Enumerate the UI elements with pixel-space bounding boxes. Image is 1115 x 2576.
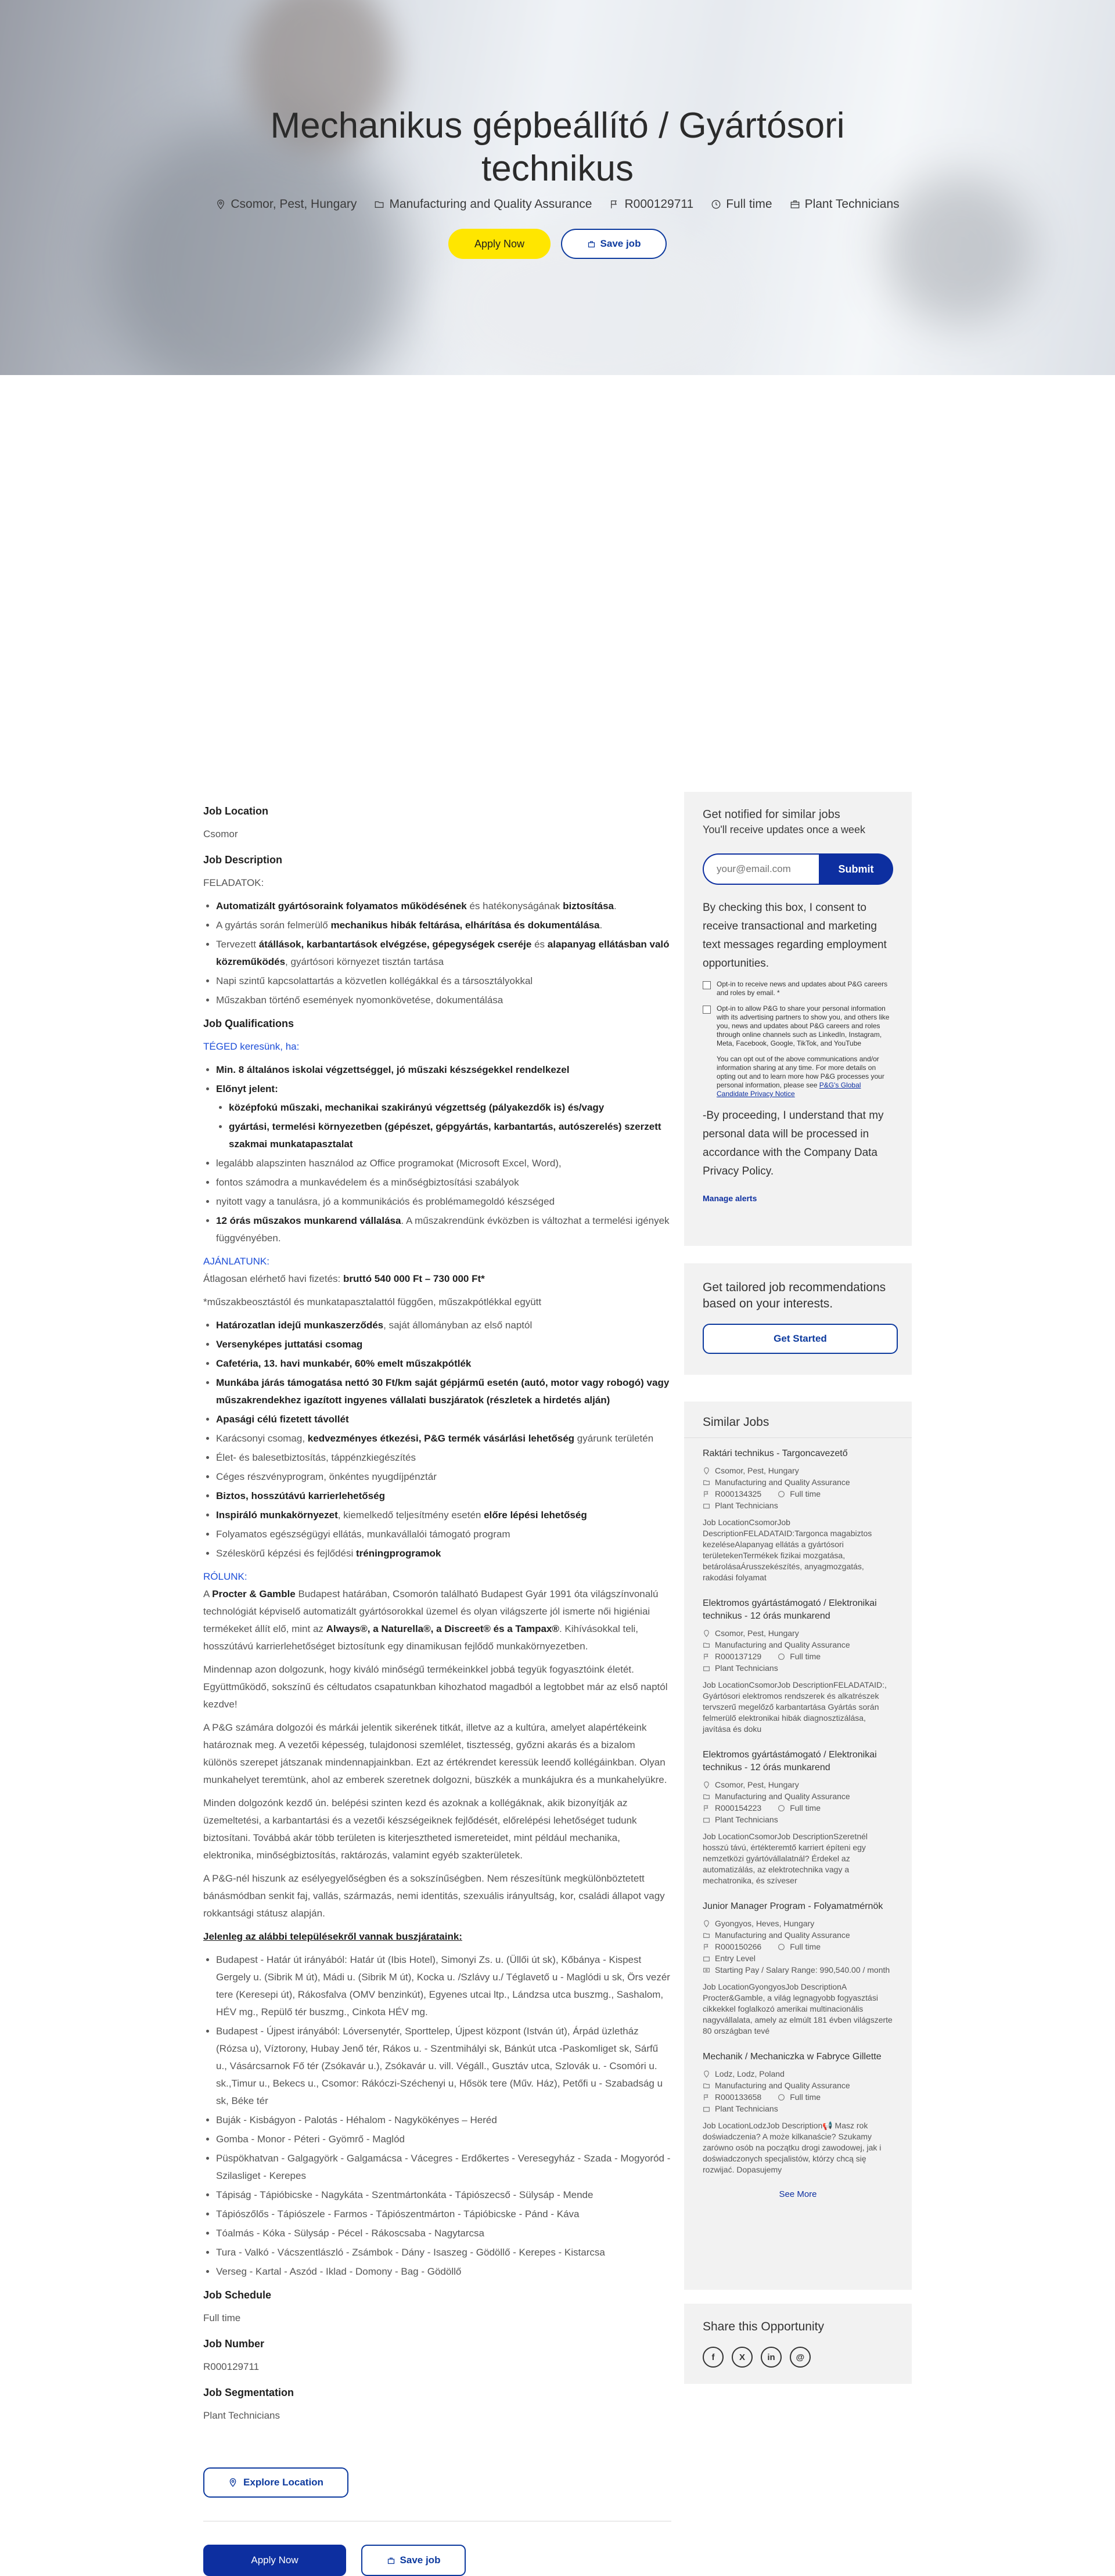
facebook-icon[interactable]: f (703, 2347, 724, 2368)
benefits-list (216, 1317, 671, 1562)
clock-icon (778, 2094, 785, 2101)
privacy-notice-link[interactable]: P&G's Global Candidate Privacy Notice (717, 1081, 861, 1098)
folder-icon (374, 199, 384, 210)
list-item: • Napi szintű kapcsolattartás a közvetlen kollégákkal és a társosztályokkal (216, 972, 671, 990)
location-pin-icon (703, 1920, 710, 1928)
job-description-heading: Job Description (203, 854, 283, 866)
alert-title: Get notified for similar jobs (703, 808, 840, 821)
qualifications-list (216, 1061, 671, 1247)
meta-id (609, 197, 693, 211)
tasks-heading: FELADATOK: (203, 877, 264, 888)
list-item: • Automatizált gyártósoraink folyamatos működésének és hatékonyságának biztosítása. (216, 898, 671, 915)
about-paragraph: Mindennap azon dolgozunk, hogy kiváló minőségű termékeinkkel jobbá tegyük fogyasztóink életét. Együttműködő, sokszínű és céltudatos csapatunkban kihozhatod magadból a legtobbet már az első naptól kezdve! (203, 1664, 668, 1710)
list-item: • Tápiószőlős - Tápiószele - Farmos - Tápiószentmárton - Tápióbicske - Pánd - Káva (216, 2206, 671, 2223)
folder-icon (703, 2082, 710, 2089)
location-pin-icon (215, 199, 226, 210)
tasks-list (216, 898, 671, 1009)
similar-job-location: Csomor, Pest, Hungary (703, 1779, 893, 1790)
list-item: • Buják - Kisbágyon - Palotás - Héhalom - Nagykökényes – Heréd (216, 2112, 671, 2129)
job-meta (0, 197, 1115, 211)
list-item: • Előnyt jelent: • középfokú műszaki, mechanikai szakirányú végzettség (pályakezdők is) és/vagy • gyártási, termelési környezetben (gépészet, gépgyártás, karbantartás, autószerelés) szerzett szakmai munkatapasztalat (216, 1080, 671, 1153)
similar-job-id: R000134325 Full time (703, 1488, 893, 1500)
similar-job-title[interactable]: Elektromos gyártástámogató / Elektronikai technikus - 12 órás munkarend (703, 1750, 877, 1772)
flag-icon (703, 1804, 710, 1812)
share-optin-checkbox[interactable] (703, 1006, 711, 1014)
privacy-proceed-text: -By proceeding, I understand that my personal data will be processed in accordance with the Company Data Privacy Policy. (703, 1109, 884, 1177)
similar-job-description: Job LocationGyongyosJob DescriptionA Procter&Gamble, a világ legnagyobb fogyasztási cikkekkel foglalkozó amerikai multinacionális nagyvállalata, amely az elmúlt 181 évben világszerte 80 országban tevé (703, 1982, 893, 2035)
list-item: • Inspiráló munkakörnyezet, kiemelkedő teljesítmény esetén előre lépési lehetőség (216, 1507, 671, 1524)
share-card (684, 2304, 912, 2384)
similar-job-id: R000133658 Full time (703, 2091, 893, 2103)
location-pin-icon (703, 1781, 710, 1789)
alert-subscribe-form (703, 853, 893, 885)
location-pin-icon (228, 2478, 238, 2487)
optout-text: You can opt out of the above communications and/or information sharing at any time. For more details on opting out and to learn more how P&G processes your personal information, please see P&G's Global Candidate Privacy Notice (717, 1055, 884, 1098)
briefcase-icon (703, 1665, 710, 1672)
similar-job[interactable] (684, 2041, 912, 2180)
get-started-button[interactable]: Get Started (703, 1324, 898, 1354)
similar-job[interactable] (684, 1588, 912, 1739)
folder-icon (703, 1793, 710, 1800)
clock-icon (778, 1653, 785, 1660)
list-item: • Apasági célú fizetett távollét (216, 1411, 671, 1428)
folder-icon (703, 1641, 710, 1649)
list-item: • Cafetéria, 13. havi munkabér, 60% emelt műszakpótlék (216, 1355, 671, 1372)
similar-job-segment: Plant Technicians (703, 1814, 893, 1825)
similar-job-category: Manufacturing and Quality Assurance (703, 1639, 893, 1651)
similar-job-title[interactable]: Junior Manager Program - Folyamatmérnök (703, 1901, 883, 1911)
email-icon[interactable]: @ (790, 2347, 811, 2368)
meta-id-text: R000129711 (624, 197, 694, 211)
similar-job[interactable] (684, 1739, 912, 1891)
job-number-value: R000129711 (203, 2361, 260, 2372)
job-alert-card (684, 792, 912, 1246)
similar-job[interactable] (684, 1438, 912, 1588)
briefcase-icon (703, 2105, 710, 2113)
hero-content (0, 105, 1115, 259)
similar-job-location: Csomor, Pest, Hungary (703, 1465, 893, 1476)
list-item: • Min. 8 általános iskolai végzettséggel, jó műszaki készségekkel rendelkezel (216, 1061, 671, 1079)
meta-category (374, 197, 592, 211)
clock-icon (778, 1490, 785, 1498)
explore-location-label: Explore Location (243, 2477, 323, 2488)
meta-location (215, 197, 357, 211)
similar-job-title[interactable]: Elektromos gyártástámogató / Elektronikai technikus - 12 órás munkarend (703, 1598, 877, 1621)
similar-job-segment: Plant Technicians (703, 1662, 893, 1674)
list-item: • nyitott vagy a tanulásra, jó a kommunikációs és problémamegoldó készséged (216, 1193, 671, 1210)
similar-job-id: R000137129 Full time (703, 1651, 893, 1662)
hero-banner (0, 0, 1115, 375)
similar-job-description: Job LocationLodzJob Description📢 Masz rok doświadczenia? A może kilkanaście? Szukamy zarówno osób na początku drogi zawodowej, jak i doświadczonych specjalistów, którzy chcą się rozwijać. Dopasujemy (703, 2121, 882, 2174)
explore-location-button[interactable] (203, 2467, 348, 2498)
flag-icon (703, 1490, 710, 1498)
briefcase-icon (790, 199, 800, 210)
meta-location-text: Csomor, Pest, Hungary (231, 197, 357, 211)
email-input[interactable] (703, 853, 819, 885)
list-item: • Munkába járás támogatása nettó 30 Ft/km saját gépjármű esetén (autó, motor vagy robogó) vagy műszakrendekhez igazított ingyenes vállalati buszjáratok (részletek a hirdetés alján) (216, 1374, 671, 1409)
submit-button[interactable]: Submit (819, 853, 893, 885)
briefcase-icon (703, 1816, 710, 1824)
folder-icon (703, 1932, 710, 1939)
job-number-heading: Job Number (203, 2338, 265, 2350)
similar-job-level: Entry Level (703, 1952, 893, 1964)
list-item: • 12 órás műszakos munkarend vállalása. A műszakrendünk évközben is változhat a termelési igények függvényében. (216, 1212, 671, 1247)
job-schedule-value: Full time (203, 2312, 241, 2323)
bag-icon (587, 240, 596, 248)
job-segmentation-heading: Job Segmentation (203, 2387, 294, 2398)
similar-job-segment: Plant Technicians (703, 1500, 893, 1511)
save-job-label: Save job (600, 238, 641, 249)
email-optin-label: Opt-in to receive news and updates about P&G careers and roles by email. * (717, 980, 888, 997)
job-schedule-heading: Job Schedule (203, 2289, 272, 2301)
flag-icon (703, 2094, 710, 2101)
similar-job-location: Lodz, Lodz, Poland (703, 2068, 893, 2080)
linkedin-icon[interactable]: in (761, 2347, 782, 2368)
job-location-value: Csomor (203, 828, 238, 840)
email-optin (703, 980, 893, 997)
hero-actions (0, 229, 1115, 259)
advantage-list (229, 1099, 671, 1153)
flag-icon (609, 199, 620, 210)
location-pin-icon (703, 1467, 710, 1475)
meta-segment (790, 197, 900, 211)
list-item: • Verseg - Kartal - Aszód - Iklad - Domony - Bag - Gödöllő (216, 2263, 671, 2280)
about-paragraph: A Procter & Gamble Budapest határában, Csomorón található Budapest Gyár 1991 óta világszínvonalú technológiát képviselő automatizált gyártósorokkal üzemel és olyan világszerte jól ismerte női higiéniai termékeket állít elő, mint az Always®, a Naturella®, a Discreet® és a Tampax®. Kihívásokkal teli, hosszútávú karrierlehetőséget biztosítunk egy dinamikusan fejlődő munkakörnyezetben. (203, 1588, 659, 1652)
bus-routes-list (216, 1951, 671, 2280)
flag-icon (703, 1653, 710, 1660)
salary-note: *műszakbeosztástól és munkatapasztalattól függően, műszakpótlékkal együtt (203, 1296, 542, 1307)
list-item: • Tura - Valkó - Vácszentlászló - Zsámbok - Dány - Isaszeg - Gödöllő - Kerepes - Kistarcsa (216, 2244, 671, 2261)
similar-job-location: Csomor, Pest, Hungary (703, 1627, 893, 1639)
list-item: • Folyamatos egészségügyi ellátás, munkavállalói támogató program (216, 1526, 671, 1543)
list-item: • Tóalmás - Kóka - Sülysáp - Pécel - Rákoscsaba - Nagytarcsa (216, 2225, 671, 2242)
similar-jobs-title: Similar Jobs (684, 1415, 912, 1438)
about-paragraph: A P&G számára dolgozói és márkái jelentik sikerének titkát, illetve az a kultúra, amelyet alapértékeink határoznak meg. A vezetői képesség, tulajdonosi szemlélet, tisztesség, győzni akarás és a bizalom különös szerepet játszanak mindennapjainkban. Ezt az értékrendet keressük leendő kollégáinkban. Olyan munkahelyet teremtünk, ahol az emberek szeretnek dolgozni, büszkék a munkájukra és a munkahelyükre. (203, 1722, 667, 1785)
salary-line: Átlagosan elérhető havi fizetés: bruttó 540 000 Ft – 730 000 Ft* (203, 1273, 485, 1284)
about-paragraph: A P&G-nél hiszunk az esélyegyelőségben és a sokszínűségben. Nem részesítünk megkülönböztetett bánásmódban senkit faj, vallás, származás, nemi identitás, szexuális irányultság, kor, családi állapot vagy rokkantsági státusz alapján. (203, 1873, 665, 1919)
teged-heading: TÉGED keresünk, ha: (203, 1041, 300, 1052)
alert-subtitle: You'll receive updates once a week (703, 824, 865, 835)
list-item: • Céges részvényprogram, önkéntes nyugdíjpénztár (216, 1468, 671, 1486)
save-job-bottom-button[interactable] (361, 2545, 466, 2576)
similar-job-pay: Starting Pay / Salary Range: 990,540.00 / month (703, 1964, 893, 1976)
job-title: Mechanikus gépbeállító / Gyártósori technikus (270, 106, 845, 189)
list-item: • Versenyképes juttatási csomag (216, 1336, 671, 1353)
job-details (203, 799, 671, 2576)
briefcase-icon (703, 1502, 710, 1509)
bottom-actions (203, 2545, 671, 2576)
similar-job-title[interactable]: Mechanik / Mechaniczka w Fabryce Gillette (703, 2052, 882, 2062)
similar-job[interactable] (684, 1891, 912, 2041)
clock-icon (711, 199, 721, 210)
similar-job-category: Manufacturing and Quality Assurance (703, 1476, 893, 1488)
list-item: • Műszakban történő események nyomonkövetése, dokumentálása (216, 992, 671, 1009)
meta-schedule-text: Full time (726, 197, 772, 211)
job-qualifications-heading: Job Qualifications (203, 1018, 294, 1029)
list-item: • gyártási, termelési környezetben (gépészet, gépgyártás, karbantartás, autószerelés) szerzett szakmai munkatapasztalat (229, 1118, 671, 1153)
save-job-bottom-label: Save job (400, 2555, 441, 2566)
about-heading: RÓLUNK: (203, 1571, 247, 1582)
similar-job-category: Manufacturing and Quality Assurance (703, 1929, 893, 1941)
bag-icon (387, 2556, 395, 2565)
social-share-icons (703, 2347, 893, 2368)
similar-job-title[interactable]: Raktári technikus - Targoncavezető (703, 1449, 848, 1458)
x-twitter-icon[interactable]: X (732, 2347, 753, 2368)
share-title: Share this Opportunity (703, 2320, 824, 2333)
sms-consent-text: By checking this box, I consent to receive transactional and marketing text messages regarding employment opportunities. (703, 902, 887, 970)
briefcase-icon (703, 1955, 710, 1962)
meta-segment-text: Plant Technicians (804, 197, 900, 211)
about-paragraph: Minden dolgozónk kezdő ún. belépési szinten kezd és azoknak a kollégáknak, akik bizonyítják az üzemeltetési, a karbantartási és a vezetői készségeiknek fejlődését, előrelépési lehetőséget tudunk biztosítani. Továbbá akár több területen is kiterjesztheted ismereteidet, mint például mechanika, elektronika, minőségbiztosítás, raktározás, valamint egyéb szakterületek. (203, 1797, 637, 1861)
see-more-link[interactable]: See More (779, 2189, 817, 2199)
similar-job-segment: Plant Technicians (703, 2103, 893, 2114)
list-item: • Gomba - Monor - Péteri - Gyömrő - Maglód (216, 2131, 671, 2148)
similar-job-category: Manufacturing and Quality Assurance (703, 2080, 893, 2091)
apply-now-bottom-button[interactable]: Apply Now (203, 2545, 346, 2576)
similar-job-id: R000150266 Full time (703, 1941, 893, 1952)
manage-alerts-link[interactable]: Manage alerts (703, 1194, 757, 1203)
list-item: • Tervezett átállások, karbantartások elvégzése, gépegységek cseréje és alapanyag ellátásban való közreműködés, gyártósori környezet tisztán tartása (216, 936, 671, 971)
list-item: • Tápiság - Tápióbicske - Nagykáta - Szentmártonkáta - Tápiószecső - Sülysáp - Mende (216, 2186, 671, 2204)
job-segmentation-value: Plant Technicians (203, 2410, 280, 2421)
similar-jobs-card (684, 1402, 912, 2290)
location-pin-icon (703, 1630, 710, 1637)
meta-category-text: Manufacturing and Quality Assurance (389, 197, 592, 211)
list-item: • Élet- és balesetbiztosítás, táppénzkiegészítés (216, 1449, 671, 1467)
share-optin (703, 1004, 893, 1048)
bus-heading: Jelenleg az alábbi településekről vannak buszjárataink: (203, 1931, 462, 1942)
list-item: • Határozatlan idejű munkaszerződés, saját állományban az első naptól (216, 1317, 671, 1334)
list-item: • fontos számodra a munkavédelem és a minőségbiztosítási szabályok (216, 1174, 671, 1191)
tailored-text: Get tailored job recommendations based on your interests. (703, 1281, 886, 1310)
offer-heading: AJÁNLATUNK: (203, 1256, 269, 1267)
clock-icon (778, 1943, 785, 1951)
save-job-button[interactable] (561, 229, 667, 259)
list-item: • Budapest - Újpest irányából: Lóversenytér, Sporttelep, Újpest központ (István út), Árpád üzletház (Rózsa u), Víztorony, Hubay Jenő tér, Rákos u. - Szentmihályi sk, Bánkút utca -Paskomliget sk, Sárfű u., Vásárcsarnok Fő tér (Zsókavár u.), Zsókavár u. vill. Végáll., Gusztáv utca, Szlovák u. - Csomóri u. sk.,Timur u., Bekecs u., Csomor: Rákóczi-Széchenyi u, Hősök tere (Műv. Ház), Petőfi u - Szabadság u sk, Béke tér (216, 2023, 671, 2110)
list-item: • Budapest - Határ út irányából: Határ út (Ibis Hotel), Simonyi Zs. u. (Üllői út sk), Kőbánya - Kispest Gergely u. (Sibrik M út), Mádi u. (Sibrik M út), Kocka u. /Szlávy u./ Téglavető u - Maglódi u sk, Örs vezér tere (Keresepi út), Rákosfalva (OMV benzinkút), Egyenes utcai ltp., Lándzsa utca buszmg., Sashalom, HÉV mg., Repülő tér buszmg., Cinkota HÉV mg. (216, 1951, 671, 2021)
job-location-heading: Job Location (203, 805, 268, 817)
list-item: • Biztos, hosszútávú karrierlehetőség (216, 1487, 671, 1505)
meta-schedule (711, 197, 772, 211)
list-item: • A gyártás során felmerülő mechanikus hibák feltárása, elhárítása és dokumentálása. (216, 917, 671, 934)
list-item: • legalább alapszinten használod az Office programokat (Microsoft Excel, Word), (216, 1155, 671, 1172)
similar-job-description: Job LocationCsomorJob DescriptionSzeretnél hosszú távú, értékteremtő karriert építeni egy nemzetközi gyártóvállalatnál? Érdekel az automatizálás, az elektrotechnika vagy a mechatronika, és szíveser (703, 1832, 868, 1885)
similar-job-category: Manufacturing and Quality Assurance (703, 1790, 893, 1802)
money-icon (703, 1966, 710, 1974)
apply-now-button[interactable]: Apply Now (448, 229, 551, 259)
list-item: • Széleskörű képzési és fejlődési tréningprogramok (216, 1545, 671, 1562)
tailored-recommendations-card (684, 1263, 912, 1375)
clock-icon (778, 1804, 785, 1812)
share-optin-label: Opt-in to allow P&G to share your personal information with its advertising partners to show you, and others like you, news and updates about P&G careers and roles through online channels such as LinkedIn, Instagram, Meta, Facebook, Google, TikTok, and YouTube (717, 1004, 890, 1047)
similar-job-id: R000154223 Full time (703, 1802, 893, 1814)
list-item: • középfokú műszaki, mechanikai szakirányú végzettség (pályakezdők is) és/vagy (229, 1099, 671, 1116)
folder-icon (703, 1479, 710, 1486)
email-optin-checkbox[interactable] (703, 981, 711, 989)
flag-icon (703, 1943, 710, 1951)
similar-job-description: Job LocationCsomorJob DescriptionFELADATAID:Targonca magabiztos kezeléseAlapanyag ellátás a gyártósori területekenTermékek fizikai mozgatása, betárolásaÁrusszekészítés, anyagmozgatás, rakodási folyamat (703, 1518, 872, 1582)
list-item: • Püspökhatvan - Galgagyörk - Galgamácsa - Vácegres - Erdőkertes - Veresegyház - Szada - Mogyoród - Szilasliget - Kerepes (216, 2150, 671, 2185)
list-item: • Karácsonyi csomag, kedvezményes étkezési, P&G termék vásárlási lehetőség gyárunk területén (216, 1430, 671, 1447)
similar-job-description: Job LocationCsomorJob DescriptionFELADATAID:, Gyártósori elektromos rendszerek és alkatrészek tervszerű megelőző karbantartása Gyártás során felmerülő elektronikai hibák diagnosztizálása, javítása és doku (703, 1680, 887, 1734)
similar-job-location: Gyongyos, Heves, Hungary (703, 1918, 893, 1929)
location-pin-icon (703, 2070, 710, 2078)
